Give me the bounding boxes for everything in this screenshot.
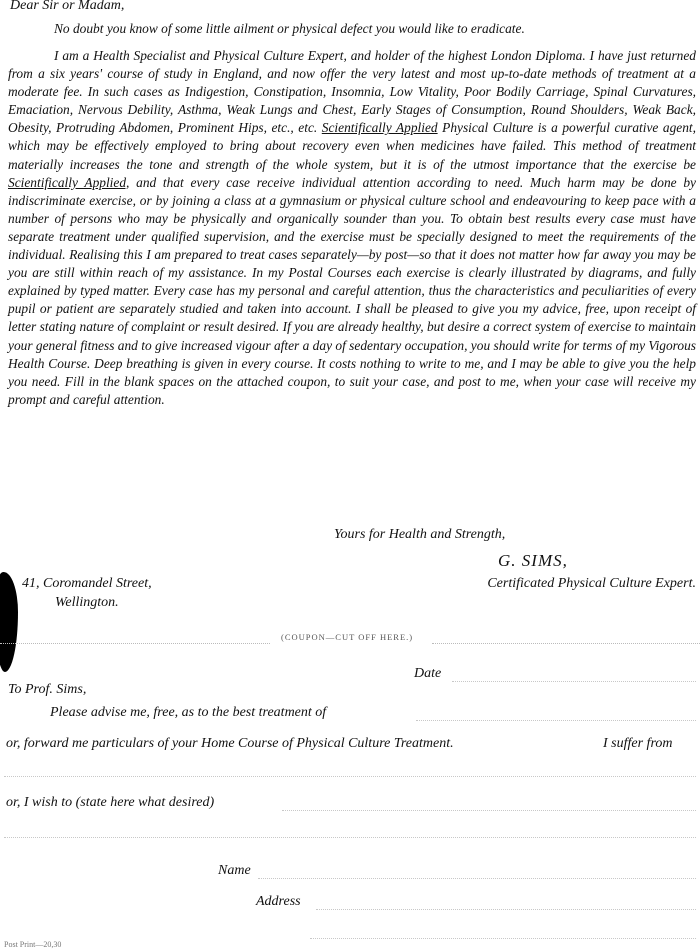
name-label: Name (218, 863, 251, 878)
wish-fill-line-2[interactable] (4, 837, 696, 838)
suffer-fill-line[interactable] (4, 776, 696, 777)
date-fill-line[interactable] (452, 681, 696, 682)
signature: G. SIMS, (498, 551, 568, 570)
body-text-c: and that every case receive individual attention according to need. Much harm may be done by indiscriminate exercise, or by joining a class at a gymnasium or physical culture school and endeavouring to keep pace with a number of persons who may be physically and organically sounder than you. To obtain best results every case must have separate treatment under qualified supervision, and the exercise must be specially designed to meet the requirements of the individual. Realising this I am prepared to treat cases separately—by post—so that it does not matter how far away you may be you are still within reach of my assistance. In my Postal Courses each exercise is clearly illustrated by diagrams, and fully explained by typed matter. Every case has my personal and careful attention, thus the characteristics and peculiarities of every pupil or patient are separately studied and taken into account. I shall be pleased to give you my advice, free, upon receipt of letter stating nature of complaint or result desired. If you are already healthy, but desire a correct system of exercise to maintain your general fitness and to give increased vigour after a day of sedentary occupation, you should write for terms of my Vigorous Health Course. Deep breathing is given in every course. It costs nothing to write to me, and I may be able to give you the help you need. Fill in the blank spaces on the attached coupon, to suit your case, and post to me, when your case will receive my prompt and careful attention. (8, 174, 696, 407)
treatment-fill-line[interactable] (416, 720, 696, 721)
paragraph-intro: No doubt you know of some little ailment or physical defect you would like to eradicate. (54, 21, 525, 36)
date-label: Date (414, 666, 442, 681)
body-text-a: I am a Health Specialist and Physical Culture Expert, and holder of the highest London Diploma. I have just returned from a six years' course of study in England, and now offer the very latest and most up-to-date methods of treatment at a moderate fee. In such cases as Indigestion, Constipation, Insomnia, Low Vitality, Poor Bodily Carriage, Spinal Curvatures, Emaciation, Nervous Debility, Asthma, Weak Lungs and Chest, Early Stages of Consumption, Round Shoulders, Weak Back, Obesity, Protruding Abdomen, Prominent Hips, etc., etc. (8, 48, 696, 136)
address-fill-line-2[interactable] (310, 938, 696, 939)
paragraph-body (8, 47, 696, 409)
salutation: Dear Sir or Madam, (10, 0, 125, 13)
address-label: Address (256, 894, 301, 909)
advise-label: Please advise me, free, as to the best treatment of (50, 705, 327, 720)
print-footer: Post Print—20,30 (4, 940, 62, 949)
wish-fill-line-1[interactable] (282, 810, 696, 811)
closing: Yours for Health and Strength, (334, 527, 506, 542)
address-street: 41, Coromandel Street, (22, 576, 152, 591)
forward-label: or, forward me particulars of your Home Course of Physical Culture Treatment. (6, 736, 454, 751)
ink-blot (0, 572, 18, 672)
to-label: To Prof. Sims, (8, 682, 87, 697)
address-city: Wellington. (55, 595, 119, 610)
suffer-label: I suffer from (603, 736, 673, 751)
wish-label: or, I wish to (state here what desired) (6, 795, 215, 810)
cut-label: (COUPON—CUT OFF HERE.) (281, 632, 414, 642)
cut-dots-left (0, 643, 270, 644)
name-fill-line[interactable] (258, 878, 696, 879)
cut-dots-right (432, 643, 700, 644)
sender-title: Certificated Physical Culture Expert. (487, 576, 696, 591)
body-text-b: Physical Culture is a powerful curative agent, which may be effectively employed to bring about recovery even when medicines have failed. This method of treatment materially increases the tone and strength of the whole system, but it is of the utmost importance that the exercise be (8, 120, 696, 172)
emphasis-scientifically-applied-2: Scientifically Applied, (8, 174, 130, 190)
address-fill-line-1[interactable] (316, 909, 696, 910)
emphasis-scientifically-applied-1: Scientifically Applied (321, 120, 438, 136)
